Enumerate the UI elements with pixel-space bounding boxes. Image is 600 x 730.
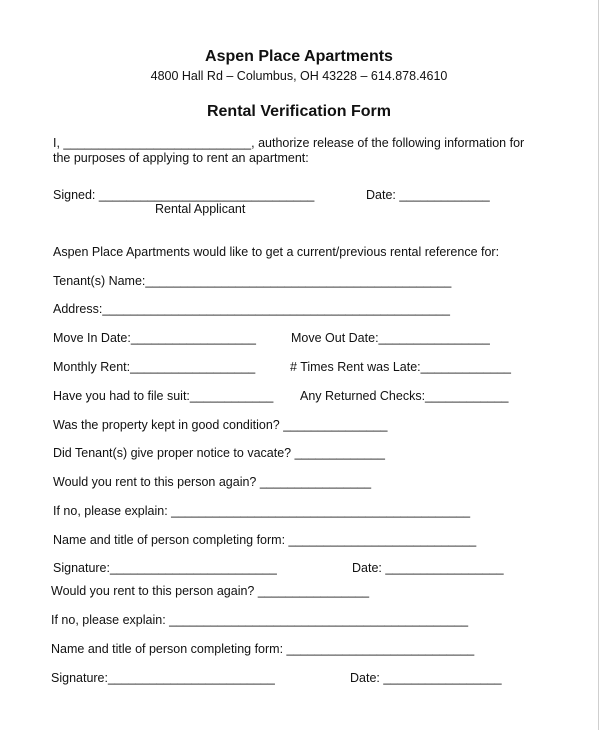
applicant-signature-field[interactable]: Signed: _______________________________ — [53, 188, 315, 202]
if-no-explain-field[interactable]: If no, please explain: ___________________________________________ — [51, 613, 469, 627]
signature-field[interactable]: Signature:________________________ — [51, 671, 275, 685]
monthly-rent-field[interactable]: Monthly Rent:__________________ — [53, 360, 256, 374]
form-title: Rental Verification Form — [206, 103, 392, 120]
signature-field[interactable]: Signature:________________________ — [53, 561, 277, 575]
returned-checks-field[interactable]: Any Returned Checks:____________ — [300, 389, 509, 403]
applicant-date-field[interactable]: Date: _____________ — [366, 188, 490, 202]
name-title-field[interactable]: Name and title of person completing form: ___________________________ — [53, 533, 477, 547]
authorization-line-1[interactable]: I, ___________________________, authorize release of the following information for — [53, 136, 525, 150]
tenant-name-field[interactable]: Tenant(s) Name:____________________________________________ — [53, 274, 452, 288]
good-condition-field[interactable]: Was the property kept in good condition? _______________ — [53, 418, 388, 432]
rent-again-field[interactable]: Would you rent to this person again? ________________ — [51, 584, 370, 598]
rent-again-field[interactable]: Would you rent to this person again? ________________ — [53, 475, 372, 489]
proper-notice-field[interactable]: Did Tenant(s) give proper notice to vacate? _____________ — [53, 446, 385, 460]
date-field[interactable]: Date: _________________ — [352, 561, 504, 575]
rental-applicant-caption: Rental Applicant — [155, 202, 246, 216]
address-field[interactable]: Address:__________________________________________________ — [53, 302, 450, 316]
company-address: 4800 Hall Rd – Columbus, OH 43228 – 614.878.4610 — [150, 69, 448, 83]
authorization-line-2: the purposes of applying to rent an apartment: — [53, 151, 309, 165]
company-name: Aspen Place Apartments — [205, 48, 393, 65]
move-in-date-field[interactable]: Move In Date:__________________ — [53, 331, 256, 345]
times-late-field[interactable]: # Times Rent was Late:_____________ — [290, 360, 511, 374]
date-field[interactable]: Date: _________________ — [350, 671, 502, 685]
reference-intro: Aspen Place Apartments would like to get a current/previous rental reference for: — [53, 245, 500, 259]
file-suit-field[interactable]: Have you had to file suit:____________ — [53, 389, 274, 403]
if-no-explain-field[interactable]: If no, please explain: ___________________________________________ — [53, 504, 471, 518]
move-out-date-field[interactable]: Move Out Date:________________ — [291, 331, 490, 345]
name-title-field[interactable]: Name and title of person completing form: ___________________________ — [51, 642, 475, 656]
